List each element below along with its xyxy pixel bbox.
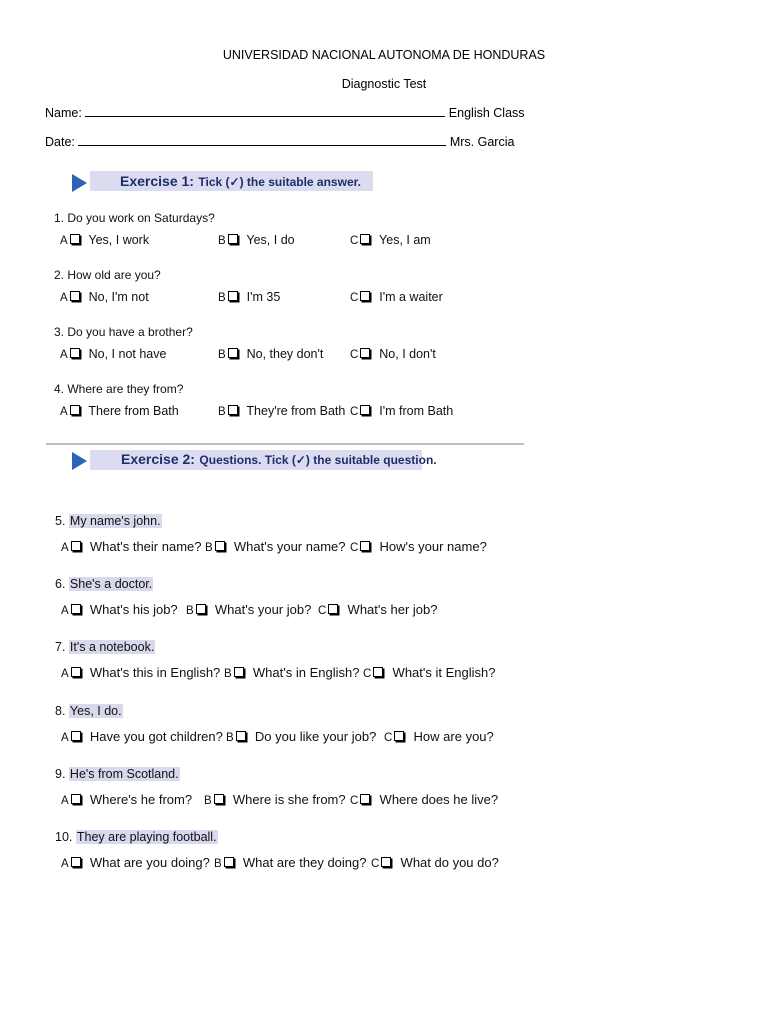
answer-option[interactable] [226,729,376,744]
answer-option[interactable] [61,665,220,680]
answer-option[interactable] [224,665,359,680]
option-letter: A [61,542,69,554]
checkbox-icon[interactable] [71,731,81,741]
option-text: There from Bath [88,404,179,418]
answer-option[interactable] [218,347,323,361]
option-text: What's your name? [233,539,346,554]
question-text: It's a notebook. [69,640,155,654]
option-letter: B [218,406,226,418]
option-text: No, I not have [88,347,167,361]
question-text: 4. Where are they from? [54,382,184,396]
checkbox-icon[interactable] [71,857,81,867]
answer-option[interactable] [318,602,437,617]
checkbox-icon[interactable] [381,857,391,867]
answer-option[interactable] [363,665,495,680]
option-letter: A [61,668,69,680]
option-text: What are they doing? [242,855,367,870]
option-letter: C [371,858,380,870]
option-text: Yes, I work [88,233,150,247]
option-letter: B [224,668,232,680]
checkbox-icon[interactable] [70,348,80,358]
answer-option[interactable] [350,233,431,247]
checkbox-icon[interactable] [71,541,81,551]
option-text: Do you like your job? [254,729,377,744]
answer-option[interactable] [60,290,149,304]
option-letter: A [61,732,69,744]
option-letter: A [60,349,68,361]
checkbox-icon[interactable] [71,794,81,804]
answer-option[interactable] [350,792,498,807]
checkbox-icon[interactable] [71,604,81,614]
checkbox-icon[interactable] [360,794,370,804]
name-blank[interactable] [85,106,445,117]
name-right-text: English Class [448,106,525,120]
exercise1-instruction: Tick (✓) the suitable answer. [198,175,361,189]
option-text: Where is she from? [232,792,346,807]
question-line [55,577,153,591]
option-letter: B [214,858,222,870]
question-number: 5. [55,514,66,528]
checkbox-icon[interactable] [360,541,370,551]
option-text: Yes, I do [246,233,295,247]
option-letter: C [350,292,359,304]
answer-option[interactable] [61,855,210,870]
option-letter: C [350,235,359,247]
answer-option[interactable] [350,404,453,418]
option-letter: B [218,235,226,247]
checkbox-icon[interactable] [228,234,238,244]
answer-option[interactable] [186,602,311,617]
option-letter: C [318,605,327,617]
answer-option[interactable] [350,539,487,554]
answer-option[interactable] [214,855,366,870]
question-line [55,640,155,654]
date-right-text: Mrs. Garcia [449,135,515,149]
option-letter: A [61,605,69,617]
option-letter: A [60,292,68,304]
question-line [55,767,180,781]
checkbox-icon[interactable] [236,731,246,741]
question-text: She's a doctor. [69,577,153,591]
answer-option[interactable] [61,729,223,744]
question-number: 10. [55,830,73,844]
date-row [45,135,514,149]
option-letter: A [61,858,69,870]
test-title: Diagnostic Test [341,77,427,91]
answer-option[interactable] [371,855,499,870]
option-text: No, they don't [246,347,324,361]
answer-option[interactable] [60,404,179,418]
option-text: How are you? [413,729,494,744]
question-text: 2. How old are you? [54,268,161,282]
answer-option[interactable] [61,792,192,807]
checkbox-icon[interactable] [70,234,80,244]
option-text: Where's he from? [89,792,193,807]
question-line [55,704,123,718]
option-text: I'm a waiter [379,290,443,304]
answer-option[interactable] [61,539,202,554]
checkbox-icon[interactable] [214,794,224,804]
option-text: What's in English? [252,665,360,680]
exercise2-instruction: Questions. Tick (✓) the suitable question. [199,453,437,467]
answer-option[interactable] [384,729,494,744]
exercise2-heading [121,451,437,469]
question-line [55,830,218,844]
option-text: I'm from Bath [379,404,454,418]
section-divider [46,443,524,445]
option-text: What are you doing? [89,855,210,870]
checkbox-icon[interactable] [224,857,234,867]
checkbox-icon[interactable] [228,405,238,415]
checkbox-icon[interactable] [70,405,80,415]
exercise1-title: Exercise 1: [120,173,194,189]
checkbox-icon[interactable] [228,291,238,301]
checkbox-icon[interactable] [328,604,338,614]
option-text: What's her job? [347,602,438,617]
option-letter: B [205,542,213,554]
checkbox-icon[interactable] [360,405,370,415]
answer-option[interactable] [60,347,166,361]
option-letter: A [60,235,68,247]
answer-option[interactable] [218,233,295,247]
checkbox-icon[interactable] [196,604,206,614]
option-letter: C [363,668,372,680]
checkbox-icon[interactable] [228,348,238,358]
option-letter: A [60,406,68,418]
answer-option[interactable] [218,404,345,418]
question-line [55,514,162,528]
question-text: 3. Do you have a brother? [54,325,193,339]
name-label: Name: [45,106,82,120]
question-number: 9. [55,767,66,781]
option-letter: C [350,542,359,554]
question-text: He's from Scotland. [69,767,179,781]
checkbox-icon[interactable] [70,291,80,301]
question-number: 8. [55,704,66,718]
option-letter: B [226,732,234,744]
checkbox-icon[interactable] [360,348,370,358]
option-letter: C [350,406,359,418]
option-text: What's his job? [89,602,178,617]
question-text: Yes, I do. [69,704,122,718]
option-letter: C [350,795,359,807]
option-text: Have you got children? [89,729,223,744]
question-number: 7. [55,640,66,654]
option-letter: C [350,349,359,361]
triangle-arrow-icon [72,452,87,470]
name-row [45,106,525,120]
exercise2-title: Exercise 2: [121,451,195,467]
option-text: What do you do? [400,855,499,870]
option-text: What's it English? [392,665,496,680]
option-letter: B [204,795,212,807]
university-title: UNIVERSIDAD NACIONAL AUTONOMA DE HONDURAS [222,48,546,62]
date-blank[interactable] [78,135,446,146]
checkbox-icon[interactable] [360,234,370,244]
answer-option[interactable] [350,347,436,361]
option-text: What's this in English? [89,665,221,680]
option-text: Where does he live? [379,792,499,807]
option-text: What's your job? [214,602,312,617]
option-text: How's your name? [379,539,487,554]
checkbox-icon[interactable] [234,667,244,677]
question-text: 1. Do you work on Saturdays? [54,211,215,225]
option-letter: B [186,605,194,617]
option-text: What's their name? [89,539,202,554]
question-number: 6. [55,577,66,591]
option-letter: A [61,795,69,807]
answer-option[interactable] [205,539,346,554]
question-text: My name's john. [69,514,161,528]
option-text: No, I'm not [88,290,149,304]
option-letter: B [218,349,226,361]
option-letter: C [384,732,393,744]
answer-option[interactable] [350,290,443,304]
triangle-arrow-icon [72,174,87,192]
answer-option[interactable] [204,792,346,807]
checkbox-icon[interactable] [71,667,81,677]
answer-option[interactable] [218,290,280,304]
option-text: Yes, I am [379,233,431,247]
checkbox-icon[interactable] [215,541,225,551]
checkbox-icon[interactable] [360,291,370,301]
exercise1-heading [120,173,361,191]
answer-option[interactable] [60,233,149,247]
question-text: They are playing football. [76,830,217,844]
option-text: I'm 35 [246,290,281,304]
option-text: They're from Bath [246,404,346,418]
option-letter: B [218,292,226,304]
checkbox-icon[interactable] [394,731,404,741]
answer-option[interactable] [61,602,178,617]
date-label: Date: [45,135,75,149]
checkbox-icon[interactable] [373,667,383,677]
option-text: No, I don't [379,347,436,361]
